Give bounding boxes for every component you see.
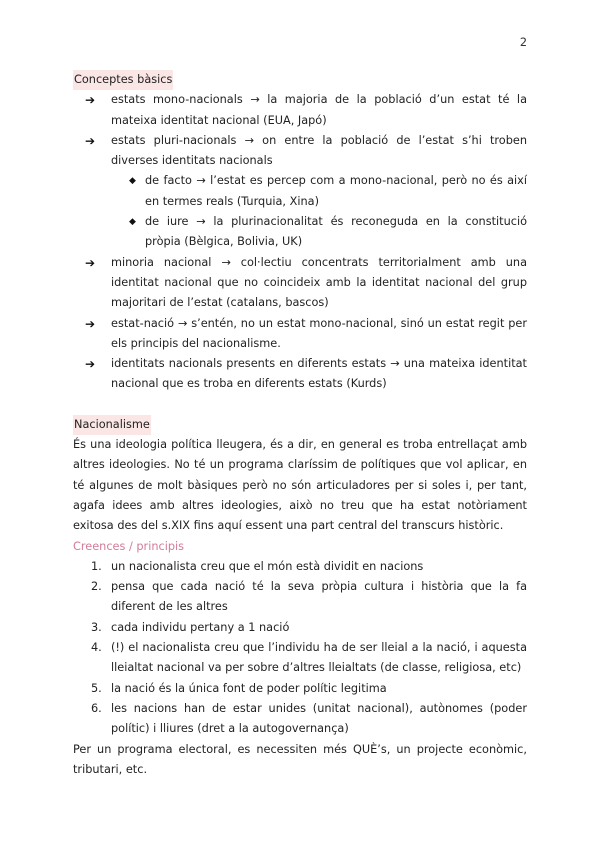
numbered-item: 1. un nacionalista creu que el món està dividit en nacions <box>91 559 424 573</box>
principles-list <box>73 557 527 740</box>
section-nacionalisme <box>73 415 527 780</box>
numbered-item-text: cada individu pertany a 1 nació <box>111 620 290 634</box>
arrow-bullet-icon: ➔ <box>85 316 96 331</box>
section-spacer <box>73 395 527 415</box>
list-item <box>73 314 527 355</box>
numbered-item: 3. cada individu pertany a 1 nació <box>91 620 290 634</box>
list-item <box>73 131 527 172</box>
list-item <box>73 90 527 131</box>
list-item-text: identitats nacionals presents en diferents estats → una mateixa identitat nacional que es troba en diferents estats (Kurds) <box>111 357 527 391</box>
section-conceptes <box>73 70 527 395</box>
arrow-bullet-icon: ➔ <box>85 255 96 270</box>
diamond-bullet-icon: ◆ <box>129 217 136 228</box>
numbered-item-text: la nació és la única font de poder polític legitima <box>111 681 387 695</box>
intro-paragraph: És una ideologia política lleugera, és a dir, en general es troba entrellaçat amb altres ideologies. No té un programa claríssim de polítiques que vol aplicar, en té algunes de molt bàsiques però no són articuladores per si soles i, per tant, agafa idees amb altres ideologies, això no treu que ha estat notòriament exitosa des del s.XIX fins aquí essent una part central del transcurs històric. <box>73 438 527 533</box>
section-heading-nacionalisme: Nacionalisme <box>73 415 151 435</box>
sublist <box>111 171 527 252</box>
list-item-text: estats mono-nacionals → la majoria de la població d’un estat té la mateixa identitat nacional (EUA, Japó) <box>111 93 527 127</box>
arrow-bullet-icon: ➔ <box>85 93 96 108</box>
arrow-bullet-icon: ➔ <box>85 133 96 148</box>
sublist-item <box>111 171 527 212</box>
diamond-bullet-icon: ◆ <box>129 176 136 187</box>
arrow-bullet-icon: ➔ <box>85 357 96 372</box>
concepts-list <box>73 90 527 394</box>
numbered-item-text: les nacions han de estar unides (unitat nacional), autònomes (poder polític) i lliures (dret a la autogovernança) <box>111 701 527 736</box>
list-item-text: minoria nacional → col·lectiu concentrats territorialment amb una identitat nacional que no coincideix amb la identitat nacional del grup majoritari de l’estat (catalans, bascos) <box>111 255 527 310</box>
sublist-item <box>111 212 527 253</box>
numbered-item: 4. (!) el nacionalista creu que l’individu ha de ser lleial a la nació, i aquesta lleialtat nacional va per sobre d’altres lleialtats (de classe, religiosa, etc) <box>91 641 527 675</box>
list-item <box>73 253 527 314</box>
list-item <box>73 354 527 395</box>
list-item-text: estat-nació → s’entén, no un estat mono-nacional, sinó un estat regit per els principis del nacionalisme. <box>111 316 527 350</box>
numbered-item: 2. pensa que cada nació té la seva pròpia cultura i història que la fa diferent de les altres <box>91 580 527 614</box>
sublist-item-text: de facto → l’estat es percep com a mono-nacional, però no és així en termes reals (Turquia, Xina) <box>145 174 527 208</box>
list-item-text: estats pluri-nacionals → on entre la població de l’estat s’hi troben diverses identitats nacionals <box>111 133 527 168</box>
page-content <box>73 70 527 780</box>
page-number: 2 <box>519 36 527 49</box>
numbered-item: 5. la nació és la única font de poder polític legitima <box>91 681 387 695</box>
closing-paragraph: Per un programa electoral, es necessiten més QUÈ’s, un projecte econòmic, tributari, etc. <box>73 742 527 776</box>
sublist-container <box>73 171 527 252</box>
numbered-item-text: (!) el nacionalista creu que l’individu ha de ser lleial a la nació, i aquesta lleialtat nacional va per sobre d’altres lleialtats (de classe, religiosa, etc) <box>111 641 527 675</box>
sublist-item-text: de iure → la plurinacionalitat és reconeguda en la constitució pròpia (Bèlgica, Bolivia, UK) <box>145 215 527 249</box>
numbered-item-text: un nacionalista creu que el món està dividit en nacions <box>111 559 424 573</box>
section-heading-conceptes: Conceptes bàsics <box>73 70 173 90</box>
numbered-item-text: pensa que cada nació té la seva pròpia cultura i història que la fa diferent de les altres <box>111 580 527 614</box>
numbered-item: 6. les nacions han de estar unides (unitat nacional), autònomes (poder polític) i lliures (dret a la autogovernança) <box>91 701 527 736</box>
subheading-creences: Creences / principis <box>73 539 185 553</box>
